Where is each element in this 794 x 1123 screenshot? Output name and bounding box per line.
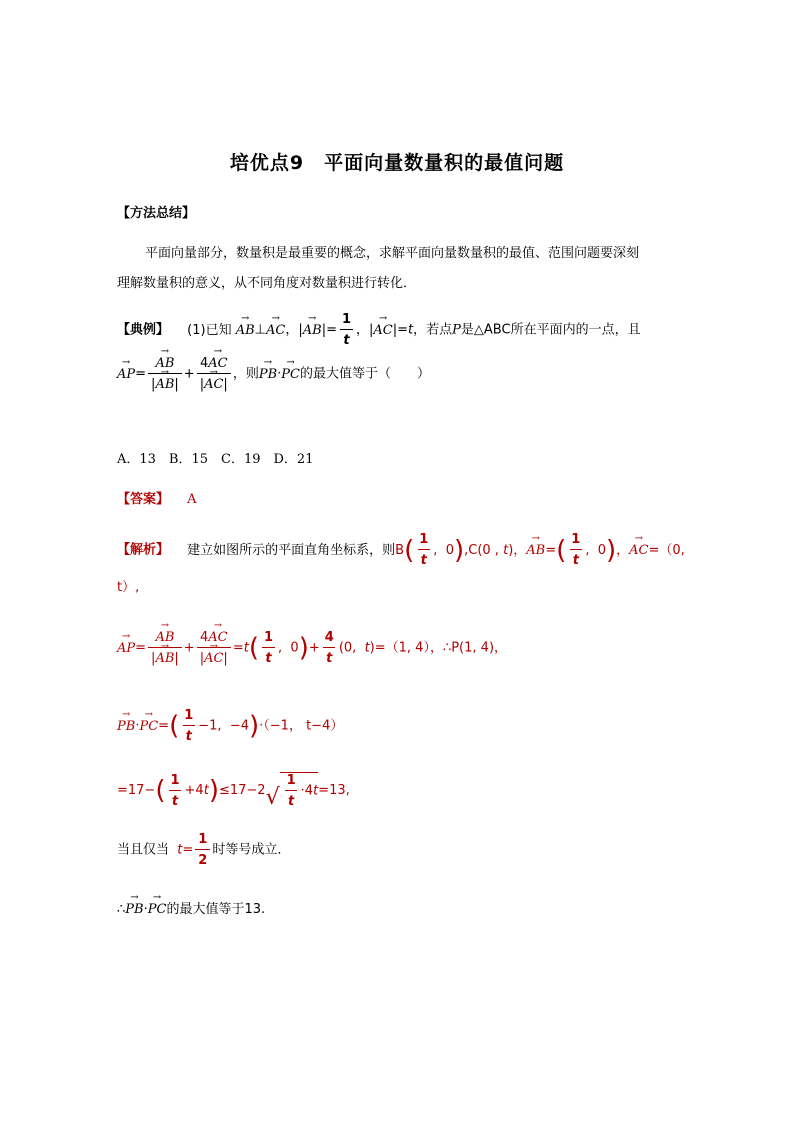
analysis-line5: 当且仅当 t= $\frac{1}{2}$ 时等号成立． [117, 832, 291, 868]
answer-options: A．13 B．15 C．19 D．21 [117, 452, 314, 467]
analysis-line5-b: 时等号成立． [212, 842, 291, 858]
analysis-line4: =17−( $\frac{1}{t}$ +4t)≤17−2 √ $\frac{1}{t}$ ·4t =13, [117, 772, 350, 810]
conclusion-b: 的最大值等于13. [166, 902, 266, 917]
example-mid: ，若点 [413, 322, 453, 338]
analysis-line2: → AP= → $\frac{AB}{|\to AB|}$ + $\frac{4\to AC}{|\to AC|}$ =t( $\frac{1}{t}$ , 0)+ $\frac{4}{t}$ (0, t)=（1, 4），∴P(1, 4)， [117, 630, 507, 666]
example-q-end: 的最大值等于（ ） [299, 366, 430, 382]
method-header: 【方法总结】 [117, 206, 196, 221]
conclusion-a: ∴ [117, 902, 126, 917]
analysis-line5-a: 当且仅当 [117, 842, 170, 858]
analysis-line3: → PB·→ PC=( $\frac{1}{t}$ −1, −4)·（−1， t−4） [117, 708, 343, 744]
example-q-suffix: ，则 [232, 366, 259, 382]
answer-value: A [187, 492, 197, 507]
example-rest: 是△ABC所在平面内的一点，且 [460, 322, 641, 338]
vector-ab: → AB [236, 323, 255, 338]
analysis-line4-a: =17− [117, 783, 156, 798]
conclusion-line: ∴→ PB·→ PC的最大值等于13. [117, 898, 265, 917]
method-paragraph-line2: 理解数量积的意义，从不同角度对数量积进行转化． [117, 276, 417, 291]
method-paragraph-line1: 平面向量部分，数量积是最重要的概念，求解平面向量数量积的最值、范围问题要深刻 [145, 246, 640, 261]
analysis-line1: 【解析】 建立如图所示的平面直角坐标系，则B( $\frac{1}{t}$ , 0),C(0 , t)，→ AB=( $\frac{1}{t}$ , 0)，→ AC=（0, [117, 532, 685, 568]
analysis-result-1: =（1, 4），∴P(1, 4)， [374, 640, 508, 656]
example-line1: 【典例】 (1)已知 → AB⊥→ AC，|→ AB|= $\frac{1}{t}$ ，|→ AC|=t，若点P是△ABC所在平面内的一点，且 [117, 312, 641, 348]
analysis-line1-cont: t）, [117, 580, 140, 595]
analysis-header: 【解析】 [117, 542, 170, 558]
sqrt-expression: √ $\frac{1}{t}$ ·4t [265, 773, 319, 810]
fraction-1-over-t: $\frac{1}{t}$ [341, 312, 352, 348]
analysis-intro: 建立如图所示的平面直角坐标系，则 [187, 542, 396, 558]
example-header: 【典例】 [117, 322, 170, 338]
analysis-line3-tail: ·（−1， t−4） [259, 718, 344, 734]
example-line2: → AP= → $\frac{AB}{|\to AB|}$ + $\frac{4\to AC}{|\to AC|}$ ，则→ PB·→ PC的最大值等于（ ） [117, 356, 430, 392]
vector-ac: → AC [266, 323, 285, 338]
example-intro: (1)已知 [187, 322, 232, 338]
analysis-line4-c: =13, [318, 783, 350, 798]
analysis-line4-b: ≤17−2 [218, 783, 266, 798]
answer-header: 【答案】 [117, 492, 170, 507]
page-title: 培优点9 平面向量数量积的最值问题 [229, 152, 565, 174]
answer-line [117, 488, 197, 507]
